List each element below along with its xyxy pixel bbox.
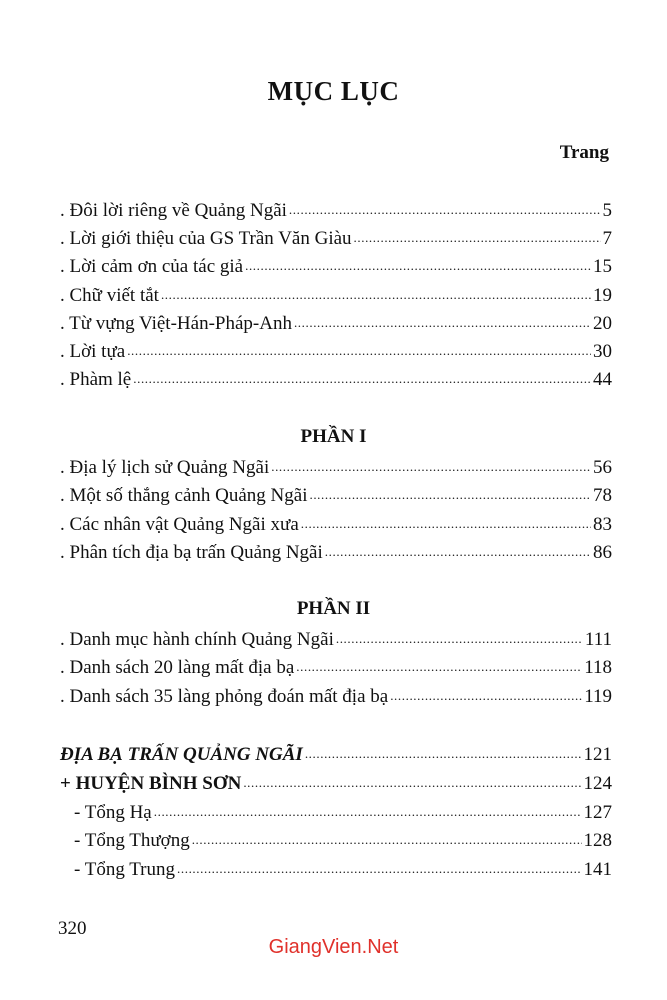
toc-entry-page: 5 <box>602 200 612 221</box>
leader-dots <box>325 539 591 564</box>
toc-entry-page: 44 <box>593 369 612 390</box>
leader-dots <box>309 482 591 507</box>
toc-entry-page: 15 <box>593 256 612 277</box>
toc-entry[interactable] <box>60 199 612 223</box>
leader-dots <box>133 366 591 391</box>
leader-dots <box>289 197 601 222</box>
toc-entry-page: 30 <box>593 341 612 362</box>
leader-dots <box>296 654 582 679</box>
leader-dots <box>336 626 583 651</box>
leader-dots <box>177 856 581 881</box>
toc-entry-label: - Tổng Thượng <box>74 830 190 851</box>
toc-entry-page: 121 <box>583 744 612 765</box>
watermark-text: GiangVien.Net <box>268 936 399 958</box>
toc-entry-label: . Danh mục hành chính Quảng Ngãi <box>60 629 334 650</box>
toc-entry[interactable] <box>60 656 612 680</box>
toc-entry[interactable] <box>60 685 612 709</box>
leader-dots <box>301 511 591 536</box>
part2-title: PHẦN II <box>296 598 371 619</box>
toc-entry-label: . Các nhân vật Quảng Ngãi xưa <box>60 514 299 535</box>
page-title: MỤC LỤC <box>267 76 400 106</box>
toc-entry-label: . Từ vựng Việt-Hán-Pháp-Anh <box>60 313 292 334</box>
leader-dots <box>245 253 591 278</box>
leader-dots <box>154 799 582 824</box>
leader-dots <box>271 454 591 479</box>
part1-title: PHẦN I <box>300 426 367 447</box>
leader-dots <box>192 827 582 852</box>
toc-entry[interactable] <box>60 284 612 308</box>
toc-entry-label: . Phàm lệ <box>60 369 132 390</box>
leader-dots <box>305 741 582 766</box>
toc-entry[interactable] <box>60 628 612 652</box>
page-column-header: Trang <box>559 142 609 163</box>
toc-entry-label: . Lời cảm ơn của tác giả <box>60 256 244 277</box>
toc-entry-page: 127 <box>583 802 612 823</box>
toc-entry-label: . Chữ viết tắt <box>60 285 159 306</box>
toc-entry[interactable] <box>60 456 612 480</box>
toc-entry[interactable] <box>60 340 612 364</box>
toc-entry-label: . Địa lý lịch sử Quảng Ngãi <box>60 457 270 478</box>
leader-dots <box>243 770 581 795</box>
toc-entry-label: . Đôi lời riêng về Quảng Ngãi <box>60 200 287 221</box>
toc-entry-page: 119 <box>584 686 612 707</box>
page-number: 320 <box>58 918 87 939</box>
toc-entry-label: ĐỊA BẠ TRẤN QUẢNG NGÃI <box>60 744 303 765</box>
toc-entry-page: 56 <box>593 457 612 478</box>
toc-entry[interactable] <box>60 312 612 336</box>
toc-entry-page: 111 <box>584 629 612 650</box>
toc-entry-subitem[interactable] <box>74 801 612 825</box>
leader-dots <box>354 225 601 250</box>
toc-entry-label: . Một số thắng cảnh Quảng Ngãi <box>60 485 308 506</box>
toc-entry-registry-heading[interactable] <box>60 743 612 767</box>
toc-entry[interactable] <box>60 255 612 279</box>
toc-entry[interactable] <box>60 484 612 508</box>
toc-entry-page: 141 <box>583 859 612 880</box>
toc-entry-page: 124 <box>583 773 612 794</box>
leader-dots <box>127 338 591 363</box>
toc-entry-page: 86 <box>593 542 612 563</box>
toc-entry-page: 20 <box>593 313 612 334</box>
toc-entry-label: - Tổng Hạ <box>74 802 152 823</box>
leader-dots <box>161 282 591 307</box>
toc-entry-label: + HUYỆN BÌNH SƠN <box>60 773 242 794</box>
leader-dots <box>390 683 582 708</box>
toc-entry-page: 7 <box>602 228 612 249</box>
toc-entry-label: . Lời tựa <box>60 341 126 362</box>
toc-entry-label: - Tổng Trung <box>74 859 176 880</box>
toc-entry-district[interactable] <box>60 772 612 796</box>
toc-entry-label: . Lời giới thiệu của GS Trần Văn Giàu <box>60 228 352 249</box>
toc-entry-subitem[interactable] <box>74 858 612 882</box>
toc-entry-page: 19 <box>593 285 612 306</box>
toc-entry-label: . Phân tích địa bạ trấn Quảng Ngãi <box>60 542 323 563</box>
toc-entry-label: . Danh sách 20 làng mất địa bạ <box>60 657 295 678</box>
toc-entry[interactable] <box>60 513 612 537</box>
leader-dots <box>294 310 591 335</box>
toc-entry[interactable] <box>60 227 612 251</box>
toc-entry-page: 78 <box>593 485 612 506</box>
toc-entry-subitem[interactable] <box>74 829 612 853</box>
toc-entry-page: 83 <box>593 514 612 535</box>
toc-entry-page: 128 <box>583 830 612 851</box>
toc-entry-label: . Danh sách 35 làng phỏng đoán mất địa bạ <box>60 686 389 707</box>
toc-entry[interactable] <box>60 368 612 392</box>
toc-entry[interactable] <box>60 541 612 565</box>
toc-entry-page: 118 <box>584 657 612 678</box>
